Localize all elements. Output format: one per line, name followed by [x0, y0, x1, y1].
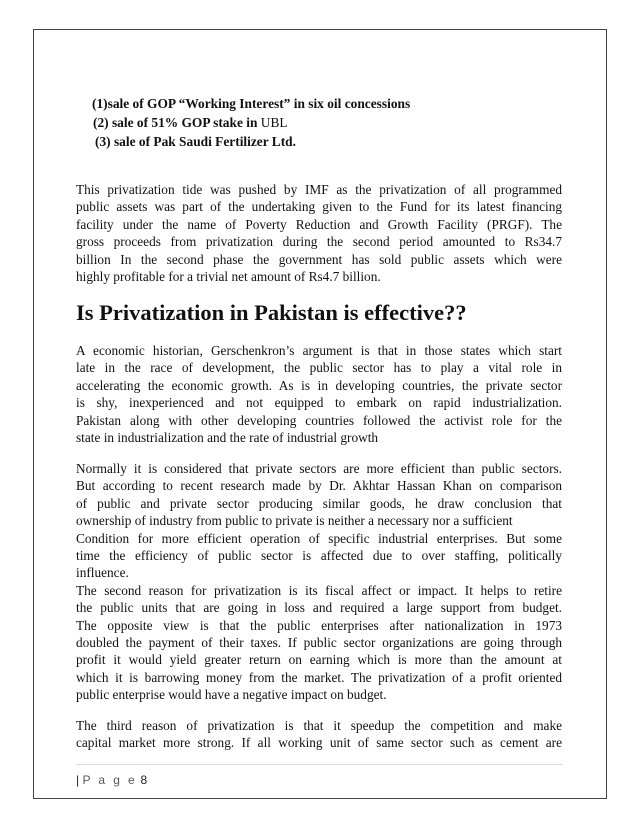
- paragraph-efficiency: [76, 460, 562, 704]
- list-item: (1)sale of GOP “Working Interest” in six oil concessions: [92, 96, 411, 111]
- list-item: (3) sale of Pak Saudi Fertilizer Ltd.: [95, 134, 296, 149]
- section-heading: Is Privatization in Pakistan is effective??: [76, 300, 467, 325]
- paragraph: The third reason of privatization is that it speedup the competition and make capital market more strong. If all working unit of same sector such as cement are: [76, 718, 562, 751]
- paragraph-privatization-tide: [76, 181, 562, 285]
- paragraph-third-reason: [76, 717, 562, 752]
- footer-separator: |: [76, 773, 80, 787]
- paragraph: This privatization tide was pushed by IMF as the privatization of all programmed public assets was part of the undertaking given to the Fund for its latest financing facility under the name of Poverty Reduction and Growth Facility (PRGF). The gross proceeds from privatization during the second period amounted to Rs34.7 billion In the second phase the government has sold public assets which were highly profitable for a trivial net amount of Rs4.7 billion.: [76, 182, 562, 285]
- section-heading-block: [76, 299, 562, 327]
- footer-rule: [76, 764, 562, 765]
- paragraph-gerschenkron: [76, 342, 562, 446]
- list-item: (2) sale of 51% GOP stake in UBL: [93, 115, 288, 130]
- paragraph: A economic historian, Gerschenkron’s argument is that in those states which start late in the race of development, the public sector has to play a vital role in accelerating the economic growth. As is in developing countries, the private sector is shy, inexperienced and not equipped to embark on rapid industrialization. Pakistan along with other developing countries followed the activist role for the state in industrialization and the rate of industrial growth: [76, 343, 562, 446]
- page-label: P a g e: [82, 773, 138, 787]
- paragraph: Normally it is considered that private sectors are more efficient than public sectors. But according to recent research made by Dr. Akhtar Hassan Khan on comparison of public and private sector producing similar goods, he draw conclusion that ownership of industry from public to private is neither a necessary nor a sufficient Condition for more efficient operation of specific industrial enterprises. But some time the efficiency of public sector is affected due to over staffing, politically influence. The second reason for privatization is its fiscal affect or impact. It helps to retire the public units that are going in loss and required a large support from budget. The opposite view is that the public enterprises after nationalization in 1973 doubled the payment of their taxes. If public sector organizations are going through profit it would yield greater return on earning which is more than the amount at which it is barrowing money from the market. The privatization of a profit oriented public enterprise would have a negative impact on budget.: [76, 461, 562, 703]
- page-footer: [76, 773, 147, 787]
- page-number: 8: [140, 773, 148, 787]
- sale-list: [92, 94, 552, 151]
